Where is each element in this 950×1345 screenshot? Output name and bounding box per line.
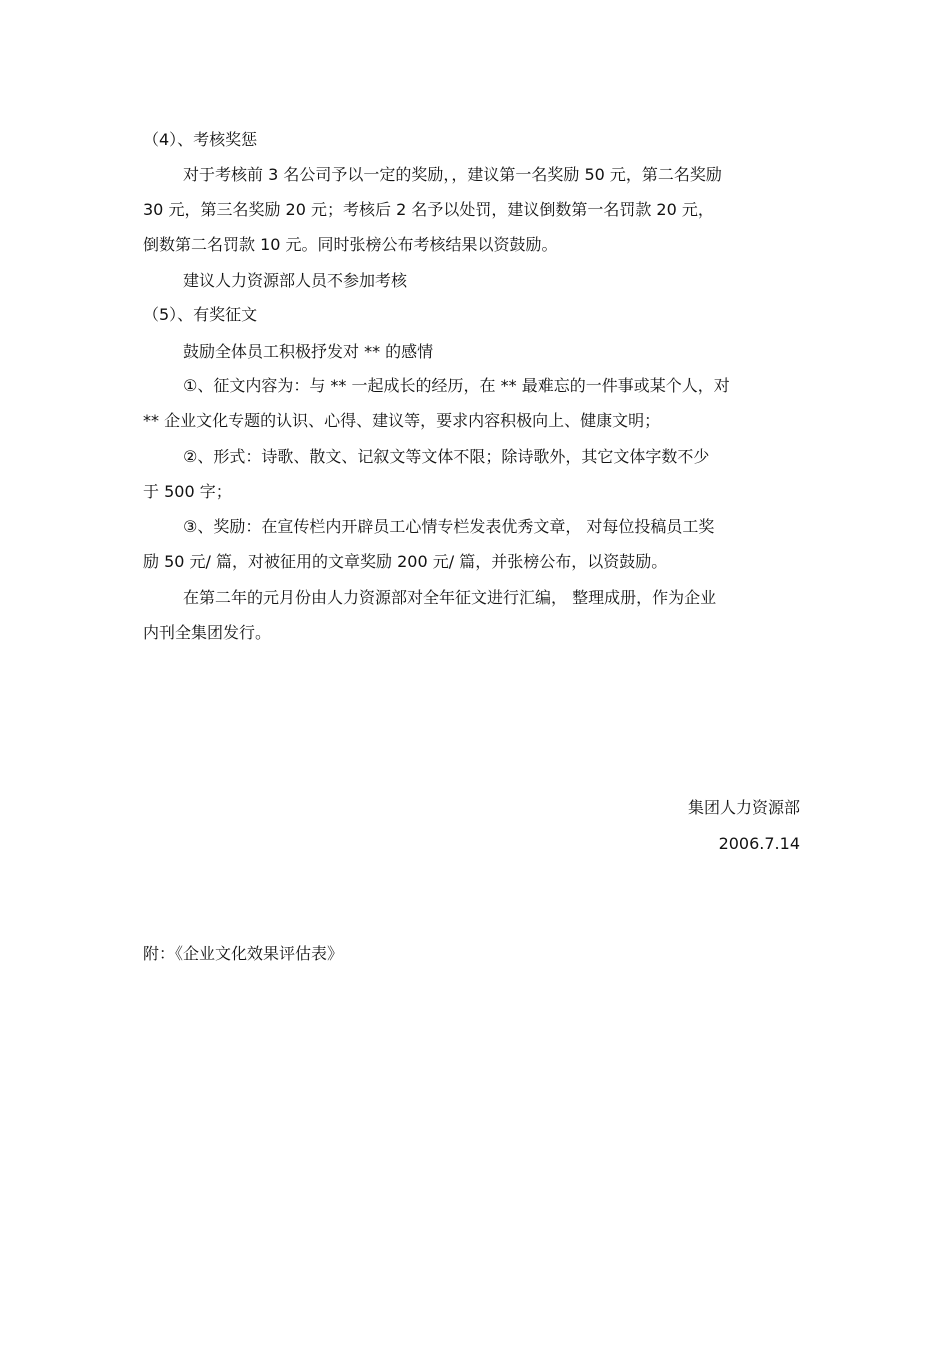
essay-reward-item: 励 50 元/ 篇，对被征用的文章奖励 200 元/ 篇，并张榜公布，以资鼓励。 [143, 552, 668, 571]
essay-content-item: ①、征文内容为：与 ** 一起成长的经历，在 ** 最难忘的一件事或某个人，对 [183, 376, 730, 395]
essay-format-item: 于 500 字； [143, 482, 232, 501]
section-4-heading: （4）、考核奖惩 [143, 130, 258, 149]
essay-content-item: ** 企业文化专题的认识、心得、建议等，要求内容积极向上、健康文明； [143, 411, 661, 430]
section-5-intro: 鼓励全体员工积极抒发对 ** 的感情 [183, 342, 434, 361]
section-5-heading: （5）、有奖征文 [143, 305, 258, 324]
section-4-paragraph-line: 30 元，第三名奖励 20 元；考核后 2 名予以处罚，建议倒数第一名罚款 20 元， [143, 200, 714, 219]
section-4-paragraph-line: 对于考核前 3 名公司予以一定的奖励，，建议第一名奖励 50 元，第二名奖励 [183, 165, 722, 184]
attachment-note: 附：《企业文化效果评估表》 [143, 944, 344, 963]
signature-date: 2006.7.14 [718, 834, 800, 853]
essay-format-item: ②、形式：诗歌、散文、记叙文等文体不限；除诗歌外，其它文体字数不少 [183, 447, 710, 466]
section-5-closing: 在第二年的元月份由人力资源部对全年征文进行汇编， 整理成册，作为企业 [183, 588, 717, 607]
section-4-note: 建议人力资源部人员不参加考核 [183, 271, 408, 290]
section-4-paragraph-line: 倒数第二名罚款 10 元。同时张榜公布考核结果以资鼓励。 [143, 235, 558, 254]
essay-reward-item: ③、奖励：在宣传栏内开辟员工心情专栏发表优秀文章， 对每位投稿员工奖 [183, 517, 715, 536]
signature-department: 集团人力资源部 [687, 798, 800, 817]
section-5-closing: 内刊全集团发行。 [143, 623, 272, 642]
